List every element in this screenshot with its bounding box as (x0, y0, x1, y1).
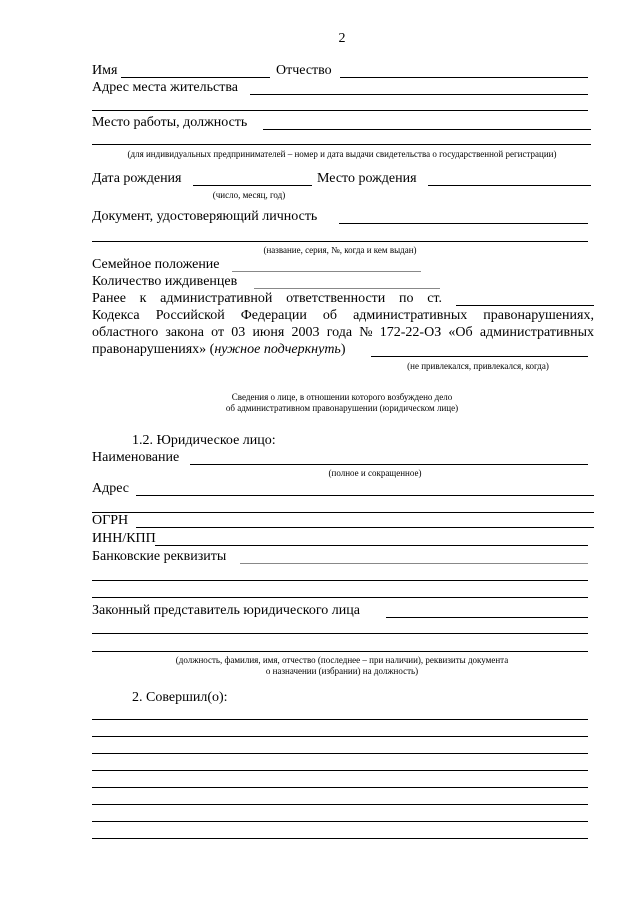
prior-article-field[interactable] (456, 305, 594, 306)
rep-label: Законный представитель юридического лица (92, 603, 360, 618)
address-field[interactable] (250, 94, 588, 95)
committed-field-line5[interactable] (92, 787, 588, 788)
name-field[interactable] (121, 77, 270, 78)
birth-date-label: Дата рождения (92, 171, 182, 186)
work-field[interactable] (263, 129, 591, 130)
entrepreneur-note: (для индивидуальных предпринимателей – номер и дата выдачи свидетельства о государственной регистрации) (127, 149, 557, 159)
bank-label: Банковские реквизиты (92, 549, 227, 564)
patronymic-label: Отчество (276, 63, 332, 78)
committed-field-line7[interactable] (92, 821, 588, 822)
patronymic-field[interactable] (340, 77, 588, 78)
id-doc-field[interactable] (339, 223, 588, 224)
rep-field[interactable] (386, 617, 588, 618)
legal-address-label: Адрес (92, 481, 130, 496)
address-field-line2[interactable] (92, 110, 588, 111)
legal-address-field-line2[interactable] (92, 512, 594, 513)
marital-label: Семейное положение (92, 257, 220, 272)
id-doc-note: (название, серия, №, когда и кем выдан) (263, 245, 417, 255)
legal-name-field[interactable] (190, 464, 588, 465)
legal-address-field[interactable] (136, 495, 594, 496)
prior-liability-line3: областного закона от 03 июня 2003 года № 172-22-ОЗ «Об административных (92, 325, 594, 340)
id-doc-field-line2[interactable] (92, 241, 588, 242)
info-note-line2: об административном правонарушении (юридическом лице) (225, 403, 459, 413)
work-field-line2[interactable] (92, 144, 591, 145)
committed-field-line4[interactable] (92, 770, 588, 771)
rep-note-line1: (должность, фамилия, имя, отчество (последнее – при наличии), реквизиты документа (175, 655, 509, 665)
committed-field-line3[interactable] (92, 753, 588, 754)
legal-name-label: Наименование (92, 450, 180, 465)
prior-status-field[interactable] (371, 356, 588, 357)
bank-field[interactable] (240, 563, 588, 564)
marital-field[interactable] (232, 271, 421, 272)
info-note-line1: Сведения о лице, в отношении которого возбуждено дело (231, 392, 453, 402)
bank-field-line3[interactable] (92, 597, 588, 598)
rep-note-line2: о назначении (избрании) на должность) (265, 666, 419, 676)
dependents-field[interactable] (254, 288, 440, 289)
prior-liability-line4: правонарушениях» (нужное подчеркнуть) (92, 342, 346, 357)
committed-field-line6[interactable] (92, 804, 588, 805)
dependents-label: Количество иждивенцев (92, 274, 238, 289)
prior-liability-line2: Кодекса Российской Федерации об административных правонарушениях, (92, 308, 594, 323)
rep-field-line2[interactable] (92, 633, 588, 634)
birth-date-field[interactable] (193, 185, 312, 186)
bank-field-line2[interactable] (92, 580, 588, 581)
page-number: 2 (338, 31, 346, 46)
name-label: Имя (92, 63, 118, 78)
prior-note: (не привлекался, привлекался, когда) (407, 361, 549, 371)
committed-heading: 2. Совершил(о): (132, 690, 228, 705)
birth-place-label: Место рождения (317, 171, 417, 186)
committed-field-line8[interactable] (92, 838, 588, 839)
legal-heading: 1.2. Юридическое лицо: (132, 433, 276, 448)
address-label: Адрес места жительства (92, 80, 238, 95)
inn-label: ИНН/КПП (92, 531, 156, 546)
legal-name-note: (полное и сокращенное) (328, 468, 422, 478)
rep-field-line3[interactable] (92, 651, 588, 652)
ogrn-field[interactable] (136, 527, 594, 528)
ogrn-label: ОГРН (92, 513, 129, 528)
birth-date-note: (число, месяц, год) (212, 190, 286, 200)
committed-field-line2[interactable] (92, 736, 588, 737)
work-label: Место работы, должность (92, 115, 248, 130)
id-doc-label: Документ, удостоверяющий личность (92, 209, 318, 224)
inn-field[interactable] (155, 545, 588, 546)
birth-place-field[interactable] (428, 185, 591, 186)
committed-field-line1[interactable] (92, 719, 588, 720)
prior-liability-line1: Ранее к административной ответственности по ст. (92, 291, 442, 306)
